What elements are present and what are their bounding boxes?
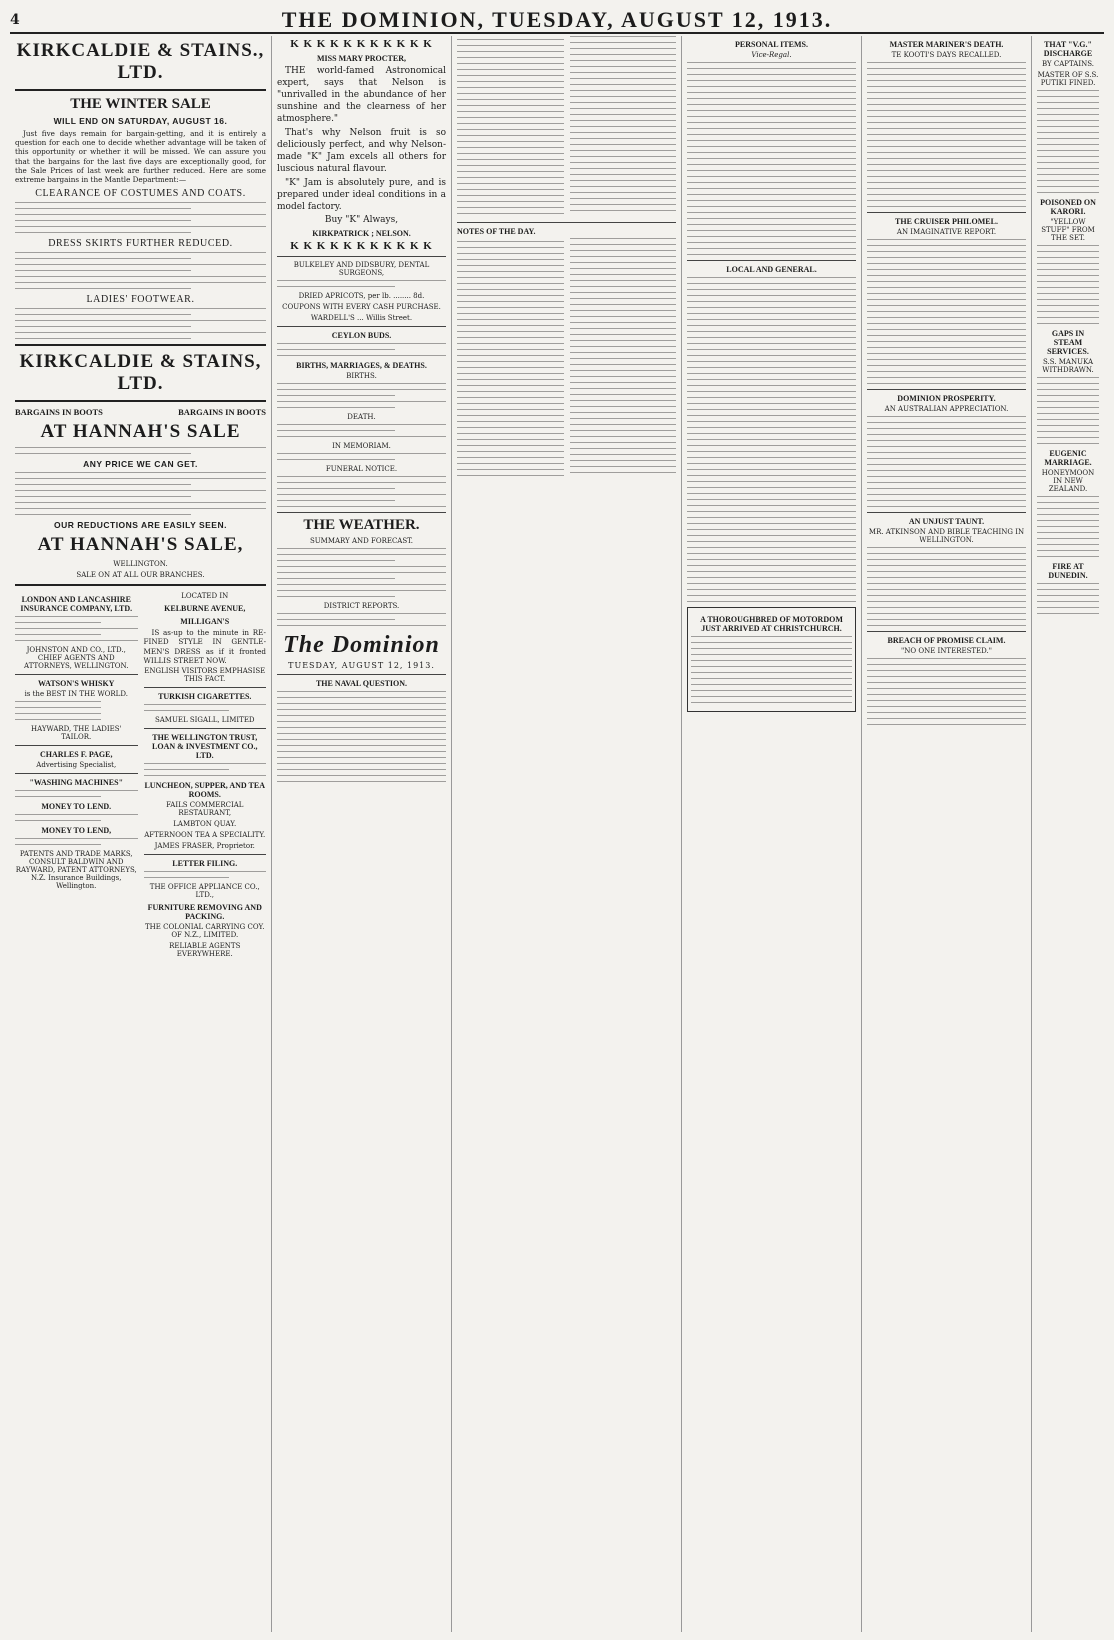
page-ad-sub: Advertising Specialist, [36, 761, 117, 770]
page-number: 4 [10, 12, 20, 28]
vice-regal: Vice-Regal. [751, 51, 792, 59]
notes-of-the-day: NOTES OF THE DAY. [457, 226, 536, 236]
hannahs-sale-title: AT HANNAH'S SALE [40, 421, 241, 443]
reliable-agents: RELIABLE AGENTS EVERYWHERE. [169, 942, 241, 959]
cruiser-sub: AN IMAGINATIVE REPORT. [896, 228, 997, 236]
prosperity-sub: AN AUSTRALIAN APPRECIATION. [884, 405, 1009, 413]
milligan-text: IS as-up to the minute in RE-FINED STYLE IN GENTLE-MEN'S DRESS as if it fronted WILLIS STREET NOW. [143, 628, 266, 665]
furniture-removing: FURNITURE REMOVING AND PACKING. [147, 903, 262, 922]
dominion-dateline: TUESDAY, AUGUST 12, 1913. [288, 661, 435, 670]
vg-by-captains: BY CAPTAINS. [1042, 60, 1094, 68]
any-price-line: ANY PRICE WE CAN GET. [83, 459, 198, 470]
columns [10, 36, 1104, 1632]
funeral-notice: FUNERAL NOTICE. [325, 465, 398, 473]
hannah-place: WELLINGTON. [113, 560, 168, 569]
local-and-general: LOCAL AND GENERAL. [726, 265, 817, 274]
bargains-in-boots: BARGAINS IN BOOTS BARGAINS IN BOOTS [15, 407, 266, 418]
fails-restaurant: FAILS COMMERCIAL RESTAURANT, [166, 801, 244, 818]
watson-whisky: WATSON'S WHISKY [38, 679, 115, 689]
footwear-list [15, 308, 266, 339]
coupons: COUPONS WITH EVERY CASH PURCHASE. [282, 303, 441, 311]
winter-sale-title: THE WINTER SALE [70, 96, 211, 112]
milligans: MILLIGAN'S [180, 617, 230, 627]
trust-loan-ad: THE WELLINGTON TRUST, LOAN & INVESTMENT CO., LTD. [152, 733, 258, 761]
masthead [10, 8, 1104, 34]
fraser-proprietor: JAMES FRASER, Proprietor. [154, 842, 255, 851]
divider [15, 89, 266, 91]
costumes-heading: CLEARANCE OF COSTUMES AND COATS. [35, 188, 246, 200]
english-visitors: ENGLISH VISITORS EMPHASISE THIS FACT. [144, 667, 266, 684]
k-border-top: K K K K K K K K K K K [290, 38, 433, 50]
kirkpatrick-nelson: KIRKPATRICK ; NELSON. [312, 229, 411, 238]
master-mariner: MASTER MARINER'S DEATH. [889, 40, 1004, 49]
cruiser-philomel: THE CRUISER PHILOMEL. [895, 217, 998, 226]
ad-grid [15, 591, 266, 961]
divider [15, 400, 266, 402]
washing-machines-ad: "WASHING MACHINES" [29, 778, 124, 788]
dress-skirts-list [15, 252, 266, 289]
money-to-lend-2: MONEY TO LEND, [41, 826, 112, 836]
fire-dunedin: FIRE AT DUNEDIN. [1048, 562, 1088, 580]
hannah-intro [15, 447, 266, 454]
hayward-ad: HAYWARD, THE LADIES' TAILOR. [30, 725, 122, 742]
column-2 [272, 36, 452, 1632]
insurance-agents: JOHNSTON AND CO., LTD., CHIEF AGENTS AND ATTORNEYS, WELLINGTON. [24, 646, 129, 671]
colonial-carrying: THE COLONIAL CARRYING COY. OF N.Z., LIMITED. [144, 923, 265, 940]
reductions-note: OUR REDUCTIONS ARE EASILY SEEN. [54, 520, 227, 531]
kirkcaldie-header: KIRKCALDIE & STAINS., LTD. [16, 40, 265, 83]
dress-skirts-heading: DRESS SKIRTS FURTHER REDUCED. [48, 238, 233, 250]
hannahs-sale-title-2: AT HANNAH'S SALE, [37, 534, 244, 556]
poisoned-karori: POISONED ON KARORI. [1040, 198, 1096, 216]
te-kooti: TE KOOTI'S DAYS RECALLED. [891, 51, 1002, 59]
afternoon-tea: AFTERNOON TEA A SPECIALITY. [144, 831, 266, 840]
insurance-ad: LONDON AND LANCASHIRE INSURANCE COMPANY, LTD. [20, 595, 133, 614]
watson-best: is the BEST IN THE WORLD. [24, 690, 128, 699]
column-3 [452, 36, 682, 1632]
taunt-sub: MR. ATKINSON AND BIBLE TEACHING IN WELLINGTON. [868, 528, 1025, 544]
ad-column-right [144, 591, 267, 961]
eugenic-marriage: EUGENIC MARRIAGE. [1044, 449, 1092, 467]
dried-apricots: DRIED APRICOTS, per lb. ........ 8d. [298, 292, 425, 300]
newspaper-title: THE DOMINION, TUESDAY, AUGUST 12, 1913. [281, 7, 833, 32]
personal-items: PERSONAL ITEMS. [735, 40, 808, 49]
births-label: BIRTHS. [346, 372, 377, 380]
lambton-quay: LAMBTON QUAY. [173, 820, 237, 829]
buy-k-always: Buy "K" Always, [324, 215, 399, 225]
dominion-nameplate: The Dominion [283, 632, 440, 658]
column-5 [862, 36, 1032, 1632]
hannah-branches-note: SALE ON AT ALL OUR BRANCHES. [76, 571, 205, 580]
office-appliance: THE OFFICE APPLIANCE CO., LTD., [149, 883, 260, 900]
weather-heading: THE WEATHER. [303, 517, 420, 533]
births-marriages-deaths: BIRTHS, MARRIAGES, & DEATHS. [296, 361, 427, 370]
breach-of-promise: BREACH OF PROMISE CLAIM. [887, 636, 1006, 645]
column-1 [10, 36, 272, 1632]
page-ad: CHARLES F. PAGE, [40, 750, 113, 760]
gaps-steam: GAPS IN STEAM SERVICES. [1047, 329, 1089, 356]
unjust-taunt: AN UNJUST TAUNT. [908, 517, 985, 526]
kelburne-avenue: KELBURNE AVENUE, [164, 604, 246, 614]
vg-discharge: THAT "V.G." DISCHARGE [1043, 40, 1093, 58]
costumes-list [15, 202, 266, 233]
winter-sale-intro: Just five days remain for bargain-getting, and it is entirely a question for each one to decide whether advantage will be taken of this opportunity or whether it will be missed. We can assure you that the bargains for the last five days are exceptionally good, for the Sale Prices of last week are further reduced. Here are some extreme bargains in the Mantle Department:— [15, 129, 266, 185]
notes-body [457, 238, 676, 480]
dominion-prosperity: DOMINION PROSPERITY. [897, 394, 996, 403]
honeymoon-nz: HONEYMOON IN NEW ZEALAND. [1041, 469, 1095, 493]
hannah-list [15, 472, 266, 515]
naval-question-continued [457, 36, 676, 218]
column-6 [1032, 36, 1104, 1632]
karori-sub: "YELLOW STUFF" FROM THE SET. [1041, 218, 1095, 242]
bulkeley-dental: BULKELEY AND DIDSBURY, DENTAL SURGEONS, [293, 261, 430, 277]
column-4 [682, 36, 862, 1632]
weather-subheading: SUMMARY AND FORECAST. [309, 537, 414, 545]
located-in: LOCATED IN [181, 592, 229, 601]
personal-body [687, 62, 856, 255]
motordom-heading: A THOROUGHBRED OF MOTORDOM JUST ARRIVED AT CHRISTCHURCH. [700, 615, 843, 633]
turkish-cigarettes: TURKISH CIGARETTES. [158, 692, 252, 702]
breach-sub: "NO ONE INTERESTED." [901, 647, 992, 655]
district-reports: DISTRICT REPORTS. [323, 602, 400, 610]
patents-ad: PATENTS AND TRADE MARKS, CONSULT BALDWIN AND RAYWARD, PATENT ATTORNEYS, N.Z. Insurance Buildings, Wellington. [15, 850, 137, 891]
procter-quote: THE world-famed Astronomical expert, says that Nelson is "unrivalled in the abundance of her sunshine and the clearness of her atmosphere." That's why Nelson fruit is so deliciously perfect, and why Nelson-made "K" Jam excels all others for luscious natural flavour. "K" Jam is absolutely pure, and is prepared under ideal conditions in a model factory. [277, 66, 446, 212]
motordom-ad [687, 607, 856, 712]
luncheon-ad: LUNCHEON, SUPPER, AND TEA ROOMS. [144, 781, 266, 800]
death-label: DEATH. [347, 413, 376, 421]
ad-column-left [15, 591, 138, 961]
ceylon-buds: CEYLON BUDS. [331, 331, 392, 340]
memoriam-label: IN MEMORIAM. [332, 442, 391, 450]
putiki-fined: MASTER OF S.S. PUTIKI FINED. [1037, 71, 1099, 87]
k-border-bottom: K K K K K K K K K K K [290, 240, 433, 252]
footwear-heading: LADIES' FOOTWEAR. [86, 294, 195, 306]
local-body [687, 277, 856, 602]
money-to-lend-1: MONEY TO LEND. [41, 802, 112, 812]
samuel-sigall: SAMUEL SIGALL, LIMITED [154, 716, 255, 725]
letter-filing: LETTER FILING. [172, 859, 238, 869]
wardells: WARDELL'S ... Willis Street. [310, 314, 413, 322]
divider [15, 344, 266, 346]
kirkcaldie-header-2: KIRKCALDIE & STAINS, LTD. [19, 351, 262, 395]
divider [15, 584, 266, 586]
manuka-withdrawn: S.S. MANUKA WITHDRAWN. [1042, 358, 1094, 374]
winter-sale-subtitle: WILL END ON SATURDAY, AUGUST 16. [53, 116, 228, 126]
naval-question: THE NAVAL QUESTION. [315, 679, 408, 688]
miss-procter: MISS MARY PROCTER, [317, 54, 406, 63]
